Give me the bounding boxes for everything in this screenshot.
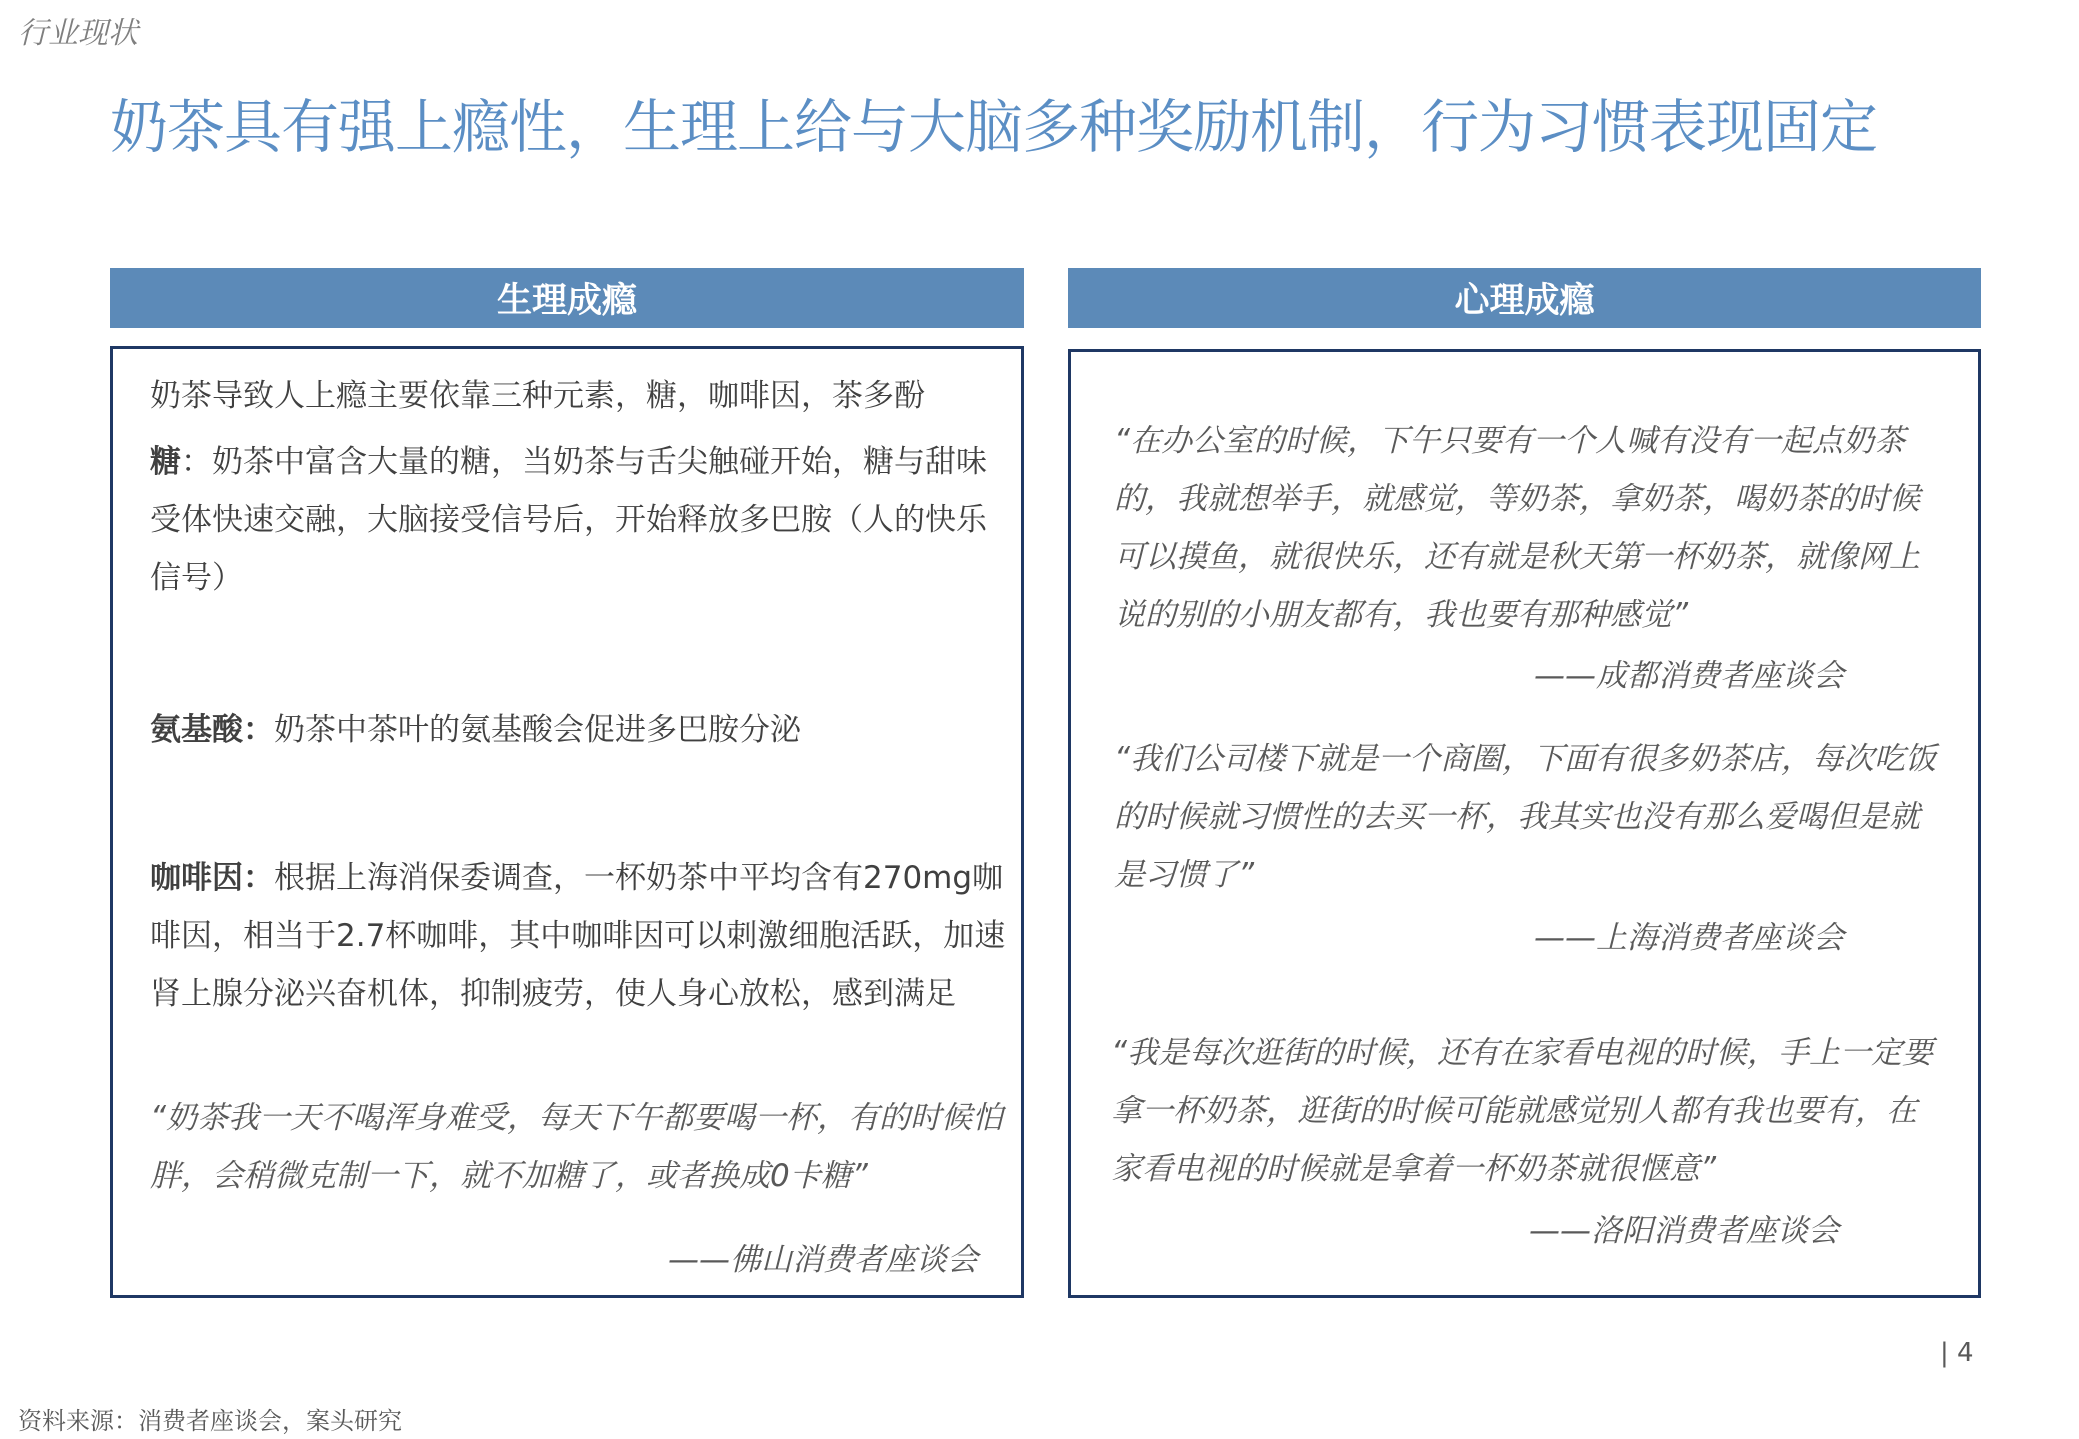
physiological-quote: “奶茶我一天不喝浑身难受，每天下午都要喝一杯，有的时候怕胖，会稍微克制一下，就不加糖了，或者换成0卡糖” [150,1100,1004,1194]
quote-shanghai-source: ——上海消费者座谈会 [1534,920,1844,956]
amino-text: 奶茶中茶叶的氨基酸会促进多巴胺分泌 [274,712,801,748]
quote-chengdu-source: ——成都消费者座谈会 [1534,658,1844,694]
psychological-panel [1068,349,1981,1298]
physiological-intro: 奶茶导致人上瘾主要依靠三种元素，糖，咖啡因，茶多酚 [150,378,925,414]
quote-luoyang-source: ——洛阳消费者座谈会 [1529,1213,1839,1249]
quote-shanghai: “我们公司楼下就是一个商圈，下面有很多奶茶店，每次吃饭的时候就习惯性的去买一杯，我其实也没有那么爱喝但是就是习惯了” [1114,741,1937,893]
amino-paragraph [150,701,1010,759]
sugar-paragraph [150,433,1010,607]
caffeine-paragraph [150,849,1010,1023]
sugar-text: ：奶茶中富含大量的糖，当奶茶与舌尖触碰开始，糖与甜味受体快速交融，大脑接受信号后，开始释放多巴胺（人的快乐信号） [150,444,987,596]
psychological-header: 心理成瘾 [1068,268,1981,328]
section-label: 行业现状 [18,16,138,51]
caffeine-term: 咖啡因： [150,860,274,896]
caffeine-text: 根据上海消保委调查，一杯奶茶中平均含有270mg咖啡因，相当于2.7杯咖啡，其中咖啡因可以刺激细胞活跃，加速肾上腺分泌兴奋机体，抑制疲劳，使人身心放松，感到满足 [150,860,1006,1012]
quote-chengdu: “在办公室的时候，下午只要有一个人喊有没有一起点奶茶的，我就想举手，就感觉，等奶茶，拿奶茶，喝奶茶的时候可以摸鱼，就很快乐，还有就是秋天第一杯奶茶，就像网上说的别的小朋友都有，我也要有那种感觉” [1114,423,1920,633]
amino-term: 氨基酸： [150,712,274,748]
physiological-header: 生理成瘾 [110,268,1024,328]
page-number: | 4 [1940,1338,1974,1368]
source-note: 资料来源：消费者座谈会，案头研究 [18,1407,402,1435]
physiological-quote-source: ——佛山消费者座谈会 [668,1242,978,1278]
quote-luoyang: “我是每次逛街的时候，还有在家看电视的时候，手上一定要拿一杯奶茶，逛街的时候可能就感觉别人都有我也要有，在家看电视的时候就是拿着一杯奶茶就很惬意” [1111,1035,1934,1187]
page-title: 奶茶具有强上瘾性，生理上给与大脑多种奖励机制，行为习惯表现固定 [110,93,1878,161]
physiological-panel [110,346,1024,1298]
sugar-term: 糖 [150,444,181,480]
